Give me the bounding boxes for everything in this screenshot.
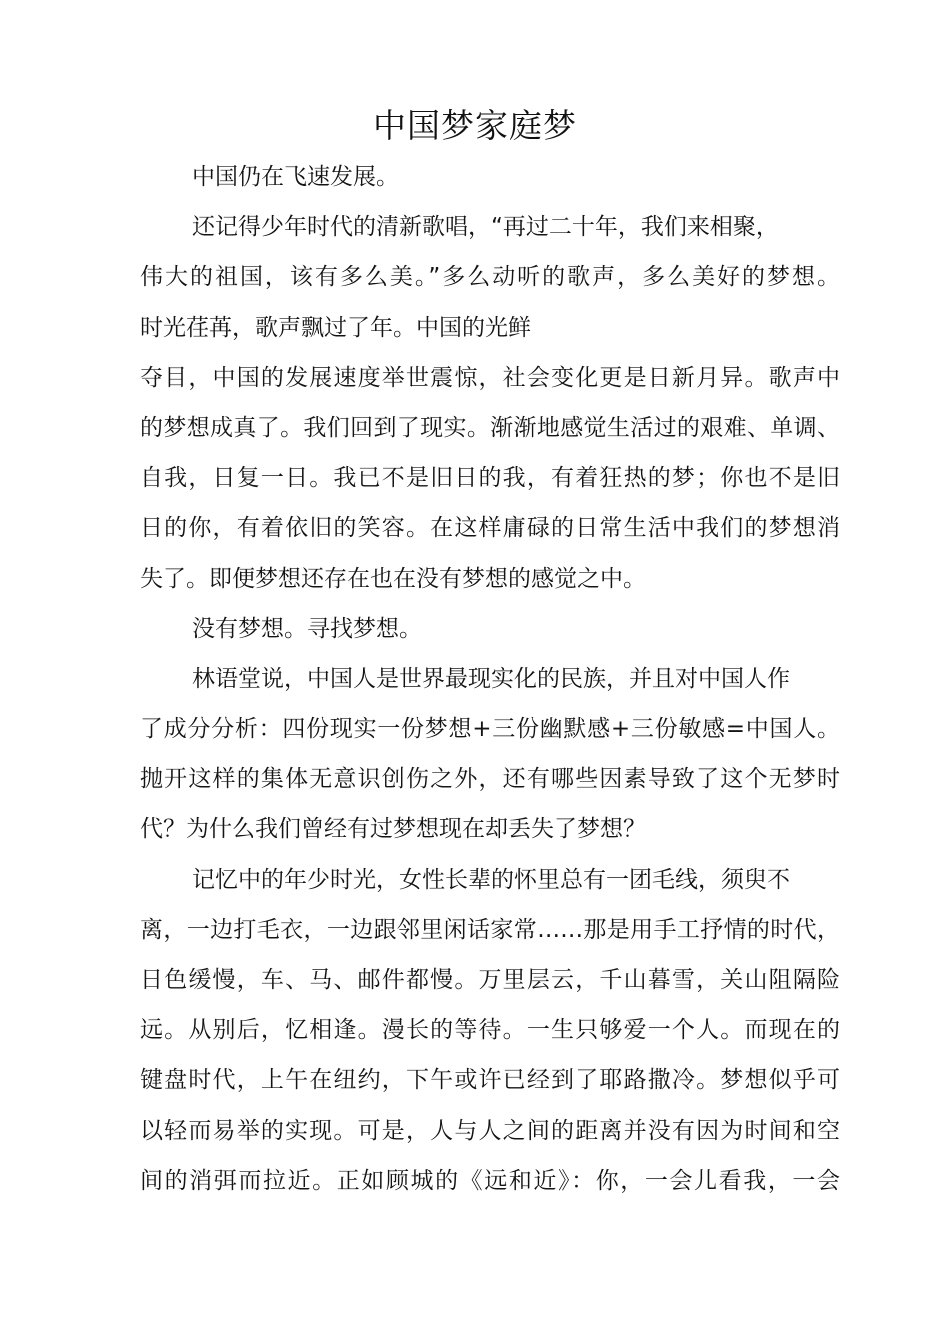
text-line: 还记得少年时代的清新歌唱，“再过二十年，我们来相聚， (192, 214, 779, 241)
text-line: 夺目，中国的发展速度举世震惊，社会变化更是日新月异。歌声中 (140, 364, 840, 391)
text-line: 以轻而易举的实现。可是，人与人之间的距离并没有因为时间和空 (140, 1117, 840, 1144)
text-line: 代？为什么我们曾经有过梦想现在却丢失了梦想？ (140, 816, 646, 843)
text-line: 键盘时代，上午在纽约，下午或许已经到了耶路撒冷。梦想似乎可 (140, 1067, 840, 1094)
text-line: 时光荏苒，歌声飘过了年。中国的光鲜 (140, 314, 531, 341)
text-line: 的梦想成真了。我们回到了现实。渐渐地感觉生活过的艰难、单调、 (140, 414, 840, 441)
document-body (140, 152, 840, 1206)
text-line: 没有梦想。寻找梦想。 (192, 615, 422, 642)
text-line: 间的消弭而拉近。正如顾城的《远和近》：你，一会儿看我，一会 (140, 1167, 840, 1194)
text-line: 离，一边打毛衣，一边跟邻里闲话家常……那是用手工抒情的时代， (140, 916, 840, 943)
text-line: 日的你，有着依旧的笑容。在这样庸碌的日常生活中我们的梦想消 (140, 515, 840, 542)
text-line: 抛开这样的集体无意识创伤之外，还有哪些因素导致了这个无梦时 (140, 766, 840, 793)
text-line: 远。从别后，忆相逢。漫长的等待。一生只够爱一个人。而现在的 (140, 1017, 840, 1044)
text-line: 日色缓慢，车、马、邮件都慢。万里层云，千山暮雪，关山阻隔险 (140, 967, 840, 993)
text-line: 伟大的祖国，该有多么美。”多么动听的歌声，多么美好的梦想。 (140, 264, 840, 291)
text-line: 自我，日复一日。我已不是旧日的我，有着狂热的梦；你也不是旧 (140, 465, 840, 492)
text-line: 失了。即便梦想还存在也在没有梦想的感觉之中。 (140, 565, 646, 592)
text-line: 记忆中的年少时光，女性长辈的怀里总有一团毛线，须臾不 (192, 866, 790, 893)
text-line: 了成分分析：四份现实一份梦想+三份幽默感+三份敏感=中国人。 (140, 716, 840, 743)
text-line: 林语堂说，中国人是世界最现实化的民族，并且对中国人作 (192, 665, 790, 692)
text-line: 中国仍在飞速发展。 (192, 164, 399, 190)
document-title: 中国梦家庭梦 (373, 106, 577, 145)
